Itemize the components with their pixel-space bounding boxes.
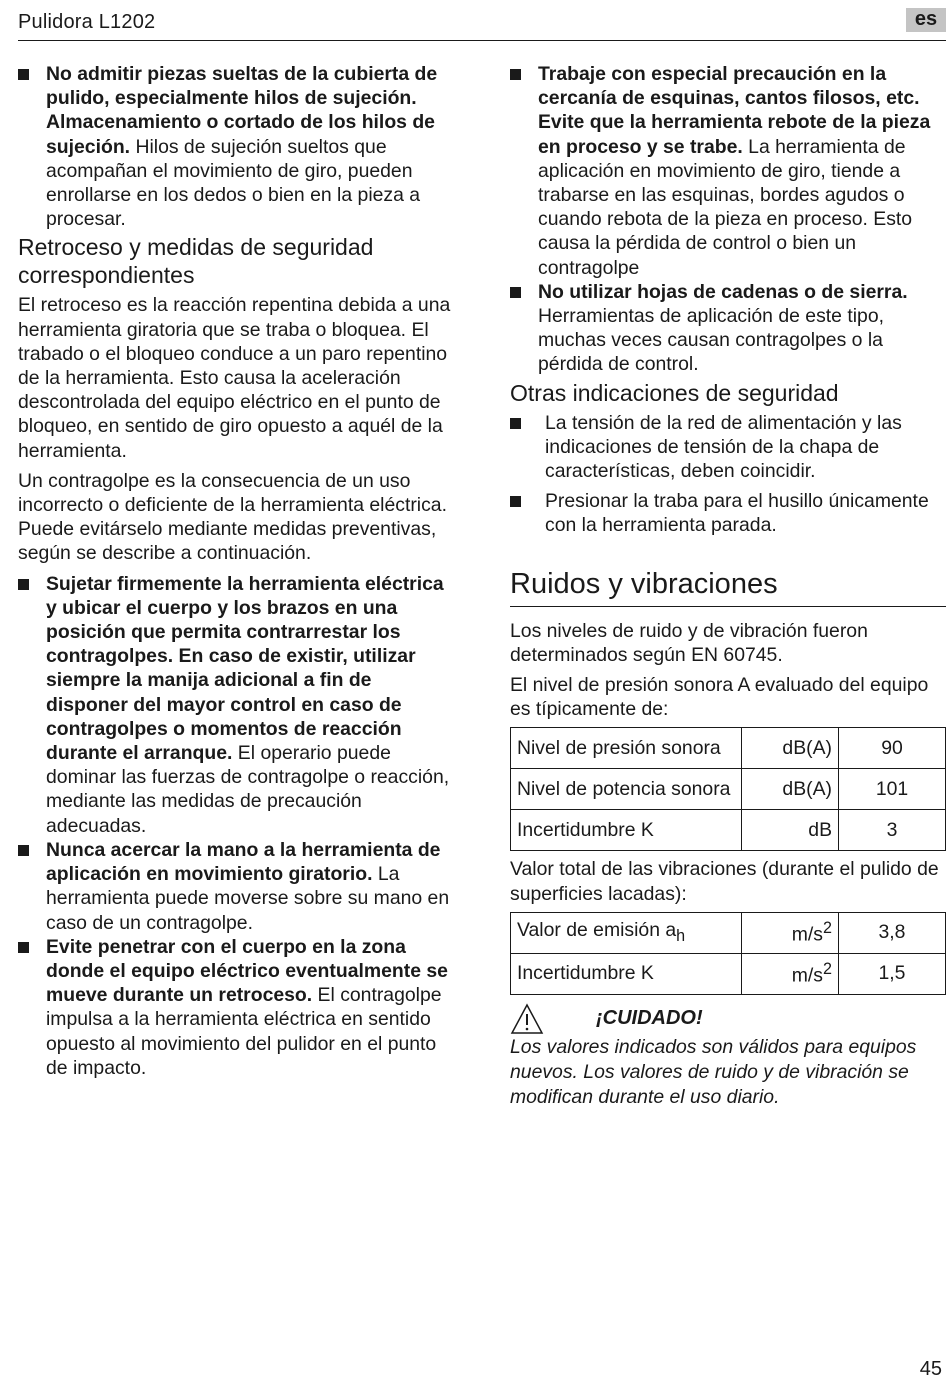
section-heading-kickback: Retroceso y medidas de seguridad correspondientes xyxy=(18,234,374,289)
square-bullet-icon xyxy=(510,418,521,429)
table-row: Valor de emisión $a_h$ $m/s^2$ 3,8 xyxy=(511,912,946,953)
square-bullet-icon xyxy=(510,496,521,507)
list-item: Sujetar firmemente la herramienta eléctrica y ubicar el cuerpo y los brazos en una posición que permita contrarrestar los contragolpes. En caso de existir, utilizar siempre la manija adicional a fin de disponer del mayor control en caso de contragolpes o momentos de reacción durante el arranque. El operario puede dominar las fuerzas de contragolpe o reacción, mediante las medidas de precaución adecuadas. xyxy=(18,572,458,838)
list-item: No utilizar hojas de cadenas o de sierra. Herramientas de aplicación de este tipo, muchas veces causan contragolpes o la pérdida de control. xyxy=(510,280,946,377)
page-header xyxy=(18,6,946,41)
square-bullet-icon xyxy=(510,287,521,298)
paragraph: Un contragolpe es la consecuencia de un uso incorrecto o deficiente de la herramienta eléctrica. Puede evitárselo mediante medidas preventivas, según se describe a continuación. xyxy=(18,469,447,565)
list-item: Trabaje con especial precaución en la cercanía de esquinas, cantos filosos, etc. Evite que la herramienta rebote de la pieza en proceso y se trabe. La herramienta de aplicación en movimiento de giro, tiende a trabarse en las esquinas, bordes agudos o cuando rebota de la pieza en proceso. Esto causa la pérdida de control o bien un contragolpe xyxy=(510,62,946,280)
caution-text: Los valores indicados son válidos para equipos nuevos. Los valores de ruido y de vibración se modifican durante el uso diario. xyxy=(510,1035,917,1108)
left-column xyxy=(18,62,458,1080)
paragraph: Los niveles de ruido y de vibración fueron determinados según EN 60745. xyxy=(510,619,868,666)
document-title: Pulidora L1202 xyxy=(18,11,156,33)
caution-header xyxy=(510,1005,946,1035)
list-item: La tensión de la red de alimentación y las indicaciones de tensión de la chapa de características, deben coincidir. xyxy=(510,411,946,484)
square-bullet-icon xyxy=(18,942,29,953)
list-item: Evite penetrar con el cuerpo en la zona donde el equipo eléctrico eventualmente se mueve durante un retroceso. El contragolpe impulsa a la herramienta eléctrica en sentido opuesto al movimiento del pulidor en el punto de impacto. xyxy=(18,935,458,1080)
square-bullet-icon xyxy=(18,69,29,80)
table-row: Nivel de potencia sonora dB(A) 101 xyxy=(511,769,946,810)
list-item: Presionar la traba para el husillo únicamente con la herramienta parada. xyxy=(510,489,946,537)
square-bullet-icon xyxy=(18,845,29,856)
noise-table xyxy=(510,727,946,851)
section-title-noise-vibration: Ruidos y vibraciones xyxy=(510,566,946,607)
language-badge: es xyxy=(906,8,946,32)
section-heading-other-safety: Otras indicaciones de seguridad xyxy=(510,379,839,406)
caution-label: ¡CUIDADO! xyxy=(596,1006,703,1029)
list-item: No admitir piezas sueltas de la cubierta de pulido, especialmente hilos de sujeción. Almacenamiento o cortado de los hilos de sujeción. Hilos de sujeción sueltos que acompañan el movimiento de giro, pueden enrollarse en los dedos o bien en la pieza a procesar. xyxy=(18,62,458,231)
vibration-table xyxy=(510,912,946,995)
table-row: Incertidumbre K $m/s^2$ 1,5 xyxy=(511,953,946,994)
page-number: 45 xyxy=(919,1358,942,1380)
right-column xyxy=(510,62,946,1110)
warning-triangle-icon xyxy=(510,1003,544,1035)
table-row: Nivel de presión sonora dB(A) 90 xyxy=(511,728,946,769)
list-item: Nunca acercar la mano a la herramienta de aplicación en movimiento giratorio. La herramienta puede moverse sobre su mano en caso de un contragolpe. xyxy=(18,838,458,935)
paragraph: El nivel de presión sonora A evaluado del equipo es típicamente de: xyxy=(510,674,929,721)
square-bullet-icon xyxy=(18,579,29,590)
paragraph: Valor total de las vibraciones (durante el pulido de superficies lacadas): xyxy=(510,858,939,905)
table-row: Incertidumbre K dB 3 xyxy=(511,810,946,851)
square-bullet-icon xyxy=(510,69,521,80)
paragraph: El retroceso es la reacción repentina debida a una herramienta giratoria que se traba o bloquea. El trabado o el bloqueo conduce a un paro repentino de la herramienta. Esto causa la aceleración descontrolada del equipo eléctrico en el punto de bloqueo, en sentido de giro opuesto a aquél de la herramienta. xyxy=(18,294,451,462)
